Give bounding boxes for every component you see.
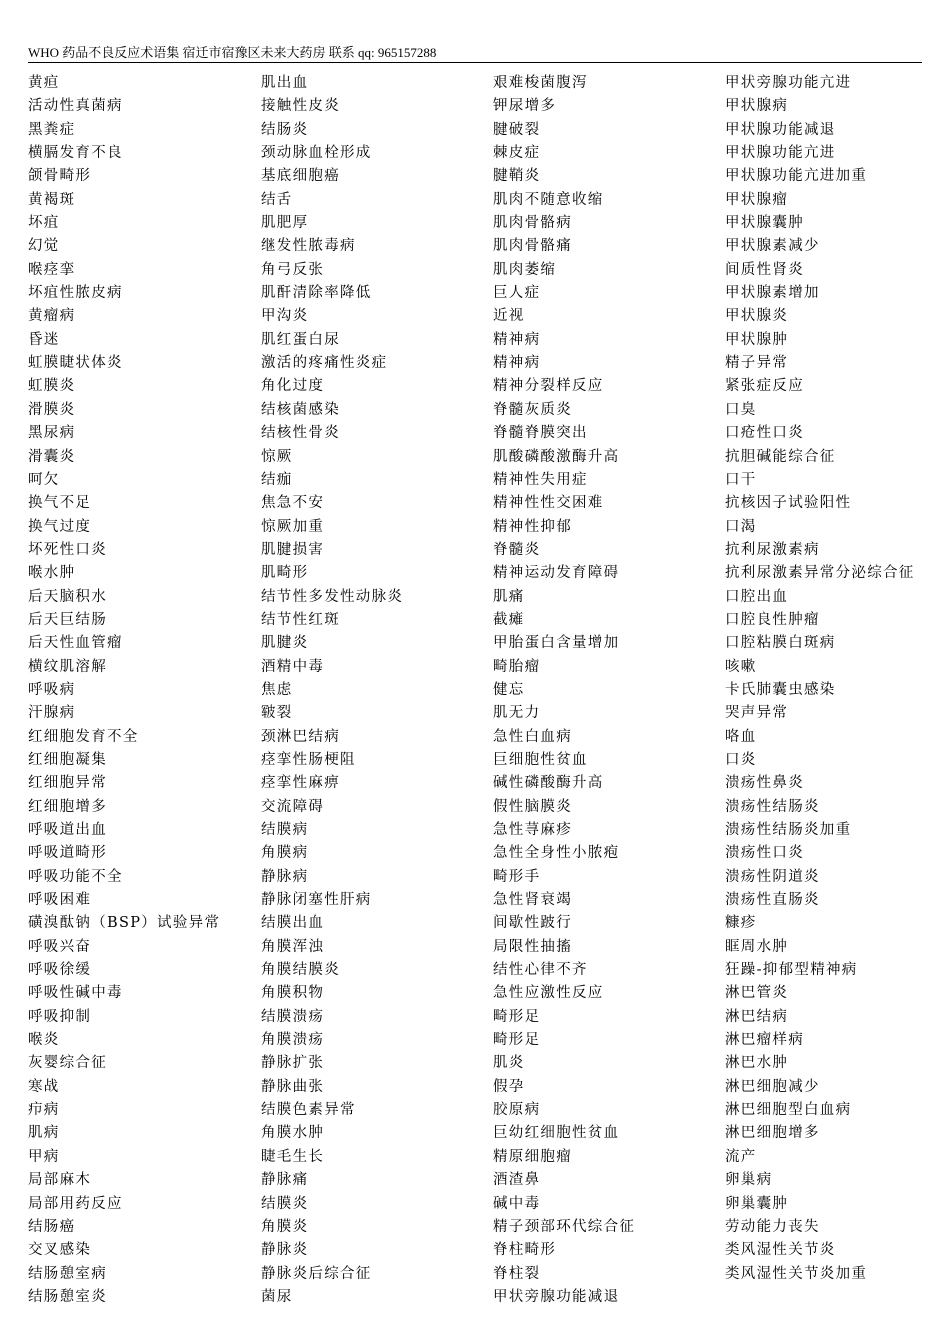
- term-item: 咳嗽: [725, 658, 757, 675]
- term-item: 黄疸: [28, 75, 60, 91]
- term-item: 惊厥加重: [261, 518, 325, 535]
- term-item: 幻觉: [28, 238, 60, 255]
- term-item: 结膜炎: [261, 1195, 309, 1212]
- term-item: 肌腱炎: [261, 635, 309, 652]
- term-item: 寒战: [28, 1078, 60, 1095]
- term-item: 换气过度: [28, 518, 92, 535]
- term-item: 抗胆碱能综合征: [725, 448, 836, 465]
- term-item: 胶原病: [493, 1102, 541, 1119]
- term-item: 精神性失用症: [493, 471, 588, 488]
- term-item: 酒渣鼻: [493, 1172, 541, 1189]
- term-item: 焦虑: [261, 681, 293, 698]
- term-item: 颈淋巴结病: [261, 728, 340, 745]
- term-item: 后天巨结肠: [28, 611, 107, 628]
- term-item: 结肠憩室炎: [28, 1288, 107, 1305]
- term-item: 喉炎: [28, 1032, 60, 1049]
- term-item: 虹膜炎: [28, 378, 76, 395]
- term-item: 淋巴细胞型白血病: [725, 1102, 852, 1119]
- term-item: 精神分裂样反应: [493, 378, 604, 395]
- term-item: 角弓反张: [261, 261, 325, 278]
- term-item: 间歇性跛行: [493, 915, 572, 932]
- term-item: 角膜溃疡: [261, 1032, 325, 1049]
- term-item: 淋巴瘤样病: [725, 1032, 804, 1049]
- term-item: 静脉曲张: [261, 1078, 325, 1095]
- term-item: 黑粪症: [28, 121, 76, 138]
- page-header: [28, 44, 922, 63]
- term-item: 脊髓灰质炎: [493, 401, 572, 418]
- term-item: 口腔出血: [725, 588, 789, 605]
- term-item: 脊髓炎: [493, 541, 541, 558]
- term-item: 溃疡性口炎: [725, 845, 804, 862]
- term-item: 呼吸徐缓: [28, 962, 92, 979]
- term-item: 巨人症: [493, 285, 541, 302]
- term-item: 局部麻木: [28, 1172, 92, 1189]
- term-item: 脊柱裂: [493, 1265, 541, 1282]
- term-item: 结膜色素异常: [261, 1102, 356, 1119]
- term-item: 疖病: [28, 1102, 60, 1119]
- term-item: 抗利尿激素病: [725, 541, 820, 558]
- term-item: 呼吸性碱中毒: [28, 985, 123, 1002]
- term-item: 结痂: [261, 471, 293, 488]
- term-item: 脊柱畸形: [493, 1242, 557, 1259]
- term-item: 角膜水肿: [261, 1125, 325, 1142]
- term-item: 后天性血管瘤: [28, 635, 123, 652]
- term-item: 甲状腺肿: [725, 331, 789, 348]
- term-item: 急性应激性反应: [493, 985, 604, 1002]
- term-item: 抗利尿激素异常分泌综合征: [725, 565, 915, 582]
- term-item: 肌肉骨骼病: [493, 215, 572, 232]
- term-item: 溃疡性直肠炎: [725, 892, 820, 909]
- term-item: 结肠炎: [261, 121, 309, 138]
- term-item: 红细胞发育不全: [28, 728, 139, 745]
- term-item: 肌腱损害: [261, 541, 325, 558]
- term-item: 静脉炎后综合征: [261, 1265, 372, 1282]
- term-item: 坏死性口炎: [28, 541, 107, 558]
- term-item: 基底细胞癌: [261, 168, 340, 185]
- term-item: 狂躁-抑郁型精神病: [725, 962, 858, 979]
- term-item: 哭声异常: [725, 705, 789, 722]
- term-item: 健忘: [493, 681, 525, 698]
- term-item: 呼吸道出血: [28, 822, 107, 838]
- term-item: 甲状腺炎: [725, 308, 789, 325]
- term-item: 巨细胞性贫血: [493, 751, 588, 768]
- term-item: 肌痛: [493, 588, 525, 605]
- term-item: 畸胎瘤: [493, 658, 541, 675]
- term-item: 精子颈部环代综合征: [493, 1218, 636, 1235]
- term-item: 咯血: [725, 728, 757, 745]
- term-item: 甲状旁腺功能减退: [493, 1288, 620, 1305]
- term-column-3: [493, 72, 698, 1309]
- term-item: 肌酸磷酸激酶升高: [493, 448, 620, 465]
- term-item: 类风湿性关节炎加重: [725, 1265, 868, 1282]
- term-item: 溃疡性结肠炎: [725, 798, 820, 815]
- term-item: 结节性多发性动脉炎: [261, 588, 404, 605]
- term-item: 灰婴综合征: [28, 1055, 107, 1072]
- term-item: 口腔粘膜白斑病: [725, 635, 836, 652]
- term-item: 呼吸抑制: [28, 1008, 92, 1025]
- term-item: 棘皮症: [493, 145, 541, 162]
- term-item: 坏疽: [28, 215, 60, 232]
- term-item: 急性荨麻疹: [493, 822, 572, 838]
- header-text: WHO 药品不良反应术语集 宿迁市宿豫区未来大药房 联系 qq: 965157288: [28, 45, 437, 60]
- term-item: 精神病: [493, 355, 541, 372]
- term-item: 脊髓脊膜突出: [493, 425, 588, 442]
- term-item: 淋巴结病: [725, 1008, 789, 1025]
- term-item: 甲状旁腺功能亢进: [725, 75, 852, 91]
- term-item: 结肠癌: [28, 1218, 76, 1235]
- term-item: 精神性性交困难: [493, 495, 604, 512]
- term-item: 艰难梭菌腹泻: [493, 75, 588, 91]
- term-item: 滑囊炎: [28, 448, 76, 465]
- term-item: 淋巴水肿: [725, 1055, 789, 1072]
- term-item: 近视: [493, 308, 525, 325]
- term-item: 接触性皮炎: [261, 98, 340, 115]
- term-item: 甲状腺功能亢进加重: [725, 168, 868, 185]
- term-item: 紧张症反应: [725, 378, 804, 395]
- term-item: 皲裂: [261, 705, 293, 722]
- term-item: 口渴: [725, 518, 757, 535]
- term-item: 静脉病: [261, 868, 309, 885]
- term-item: 肌肉不随意收缩: [493, 191, 604, 208]
- term-item: 淋巴细胞增多: [725, 1125, 820, 1142]
- term-item: 肌肉萎缩: [493, 261, 557, 278]
- term-item: 交叉感染: [28, 1242, 92, 1259]
- term-item: 昏迷: [28, 331, 60, 348]
- term-item: 结膜出血: [261, 915, 325, 932]
- term-item: 腱破裂: [493, 121, 541, 138]
- term-item: 静脉炎: [261, 1242, 309, 1259]
- term-item: 静脉痛: [261, 1172, 309, 1189]
- term-item: 肌红蛋白尿: [261, 331, 340, 348]
- term-item: 呼吸困难: [28, 892, 92, 909]
- term-item: 急性全身性小脓疱: [493, 845, 620, 862]
- term-item: 虹膜睫状体炎: [28, 355, 123, 372]
- term-item: 惊厥: [261, 448, 293, 465]
- term-column-4: [725, 72, 925, 1286]
- term-item: 间质性肾炎: [725, 261, 804, 278]
- term-item: 结膜病: [261, 822, 309, 838]
- term-item: 溃疡性结肠炎加重: [725, 822, 852, 838]
- term-item: 角膜浑浊: [261, 938, 325, 955]
- term-item: 腱鞘炎: [493, 168, 541, 185]
- term-item: 横膈发育不良: [28, 145, 123, 162]
- term-item: 呼吸功能不全: [28, 868, 123, 885]
- term-item: 菌尿: [261, 1288, 293, 1305]
- term-item: 口干: [725, 471, 757, 488]
- term-item: 口疮性口炎: [725, 425, 804, 442]
- term-item: 静脉闭塞性肝病: [261, 892, 372, 909]
- term-item: 颈动脉血栓形成: [261, 145, 372, 162]
- term-item: 肌肉骨骼痛: [493, 238, 572, 255]
- term-column-2: [261, 72, 466, 1309]
- term-item: 交流障碍: [261, 798, 325, 815]
- term-item: 肌无力: [493, 705, 541, 722]
- term-item: 结肠憩室病: [28, 1265, 107, 1282]
- term-item: 角膜炎: [261, 1218, 309, 1235]
- term-item: 红细胞增多: [28, 798, 107, 815]
- term-item: 痉挛性麻痹: [261, 775, 340, 792]
- term-item: 精神病: [493, 331, 541, 348]
- term-item: 精神性抑郁: [493, 518, 572, 535]
- term-item: 角膜病: [261, 845, 309, 862]
- term-item: 结核性骨炎: [261, 425, 340, 442]
- term-item: 劳动能力丧失: [725, 1218, 820, 1235]
- term-item: 活动性真菌病: [28, 98, 123, 115]
- term-item: 精原细胞瘤: [493, 1148, 572, 1165]
- term-item: 卵巢囊肿: [725, 1195, 789, 1212]
- term-item: 溃疡性鼻炎: [725, 775, 804, 792]
- term-item: 甲沟炎: [261, 308, 309, 325]
- term-item: 红细胞异常: [28, 775, 107, 792]
- term-item: 肌病: [28, 1125, 60, 1142]
- term-item: 局部用药反应: [28, 1195, 123, 1212]
- term-item: 角化过度: [261, 378, 325, 395]
- term-item: 角膜结膜炎: [261, 962, 340, 979]
- term-item: 碱性磷酸酶升高: [493, 775, 604, 792]
- term-item: 流产: [725, 1148, 757, 1165]
- term-item: 汗腺病: [28, 705, 76, 722]
- term-item: 后天脑积水: [28, 588, 107, 605]
- term-item: 黄瘤病: [28, 308, 76, 325]
- term-item: 甲状腺囊肿: [725, 215, 804, 232]
- term-item: 口腔良性肿瘤: [725, 611, 820, 628]
- term-item: 甲状腺素减少: [725, 238, 820, 255]
- term-item: 静脉扩张: [261, 1055, 325, 1072]
- term-item: 畸形足: [493, 1032, 541, 1049]
- term-item: 喉痉挛: [28, 261, 76, 278]
- term-item: 假性脑膜炎: [493, 798, 572, 815]
- term-item: 换气不足: [28, 495, 92, 512]
- term-item: 呼吸道畸形: [28, 845, 107, 862]
- term-item: 口炎: [725, 751, 757, 768]
- term-item: 颌骨畸形: [28, 168, 92, 185]
- term-item: 截瘫: [493, 611, 525, 628]
- term-item: 淋巴细胞减少: [725, 1078, 820, 1095]
- term-item: 黑尿病: [28, 425, 76, 442]
- term-item: 甲状腺素增加: [725, 285, 820, 302]
- term-item: 急性白血病: [493, 728, 572, 745]
- term-item: 结舌: [261, 191, 293, 208]
- term-item: 结节性红斑: [261, 611, 340, 628]
- term-item: 呵欠: [28, 471, 60, 488]
- term-item: 呼吸兴奋: [28, 938, 92, 955]
- term-item: 甲状腺病: [725, 98, 789, 115]
- term-item: 假孕: [493, 1078, 525, 1095]
- term-item: 畸形手: [493, 868, 541, 885]
- term-item: 继发性脓毒病: [261, 238, 356, 255]
- term-item: 滑膜炎: [28, 401, 76, 418]
- term-item: 横纹肌溶解: [28, 658, 107, 675]
- term-item: 眶周水肿: [725, 938, 789, 955]
- term-item: 淋巴管炎: [725, 985, 789, 1002]
- term-item: 甲状腺功能亢进: [725, 145, 836, 162]
- term-item: 甲胎蛋白含量增加: [493, 635, 620, 652]
- term-item: 结核菌感染: [261, 401, 340, 418]
- term-item: 坏疽性脓皮病: [28, 285, 123, 302]
- term-item: 呼吸病: [28, 681, 76, 698]
- term-item: 红细胞凝集: [28, 751, 107, 768]
- term-item: 类风湿性关节炎: [725, 1242, 836, 1259]
- term-item: 角膜积物: [261, 985, 325, 1002]
- term-item: 卵巢病: [725, 1172, 773, 1189]
- term-item: 口臭: [725, 401, 757, 418]
- term-item: 急性肾衰竭: [493, 892, 572, 909]
- term-item: 溃疡性阴道炎: [725, 868, 820, 885]
- term-item: 碱中毒: [493, 1195, 541, 1212]
- term-item: 钾尿增多: [493, 98, 557, 115]
- term-item: 痉挛性肠梗阻: [261, 751, 356, 768]
- term-item: 局限性抽搐: [493, 938, 572, 955]
- term-item: 睫毛生长: [261, 1148, 325, 1165]
- term-item: 焦急不安: [261, 495, 325, 512]
- term-item: 精神运动发育障碍: [493, 565, 620, 582]
- term-item: 卡氏肺囊虫感染: [725, 681, 836, 698]
- term-item: 结膜溃疡: [261, 1008, 325, 1025]
- term-item: 甲病: [28, 1148, 60, 1165]
- term-item: 激活的疼痛性炎症: [261, 355, 388, 372]
- term-item: 酒精中毒: [261, 658, 325, 675]
- term-item: 喉水肿: [28, 565, 76, 582]
- term-item: 肌酐清除率降低: [261, 285, 372, 302]
- term-item: 糠疹: [725, 915, 757, 932]
- term-item: 畸形足: [493, 1008, 541, 1025]
- term-column-1: [28, 72, 233, 1309]
- term-columns: [28, 72, 928, 1322]
- term-item: 巨幼红细胞性贫血: [493, 1125, 620, 1142]
- term-item: 黄褐斑: [28, 191, 76, 208]
- term-item: 肌出血: [261, 75, 309, 91]
- term-item: 肌畸形: [261, 565, 309, 582]
- term-item: 磺溴酞钠（BSP）试验异常: [28, 915, 221, 932]
- term-item: 精子异常: [725, 355, 789, 372]
- term-item: 结性心律不齐: [493, 962, 588, 979]
- term-item: 甲状腺功能减退: [725, 121, 836, 138]
- term-item: 抗核因子试验阳性: [725, 495, 852, 512]
- term-item: 肌肥厚: [261, 215, 309, 232]
- term-item: 甲状腺瘤: [725, 191, 789, 208]
- term-item: 肌炎: [493, 1055, 525, 1072]
